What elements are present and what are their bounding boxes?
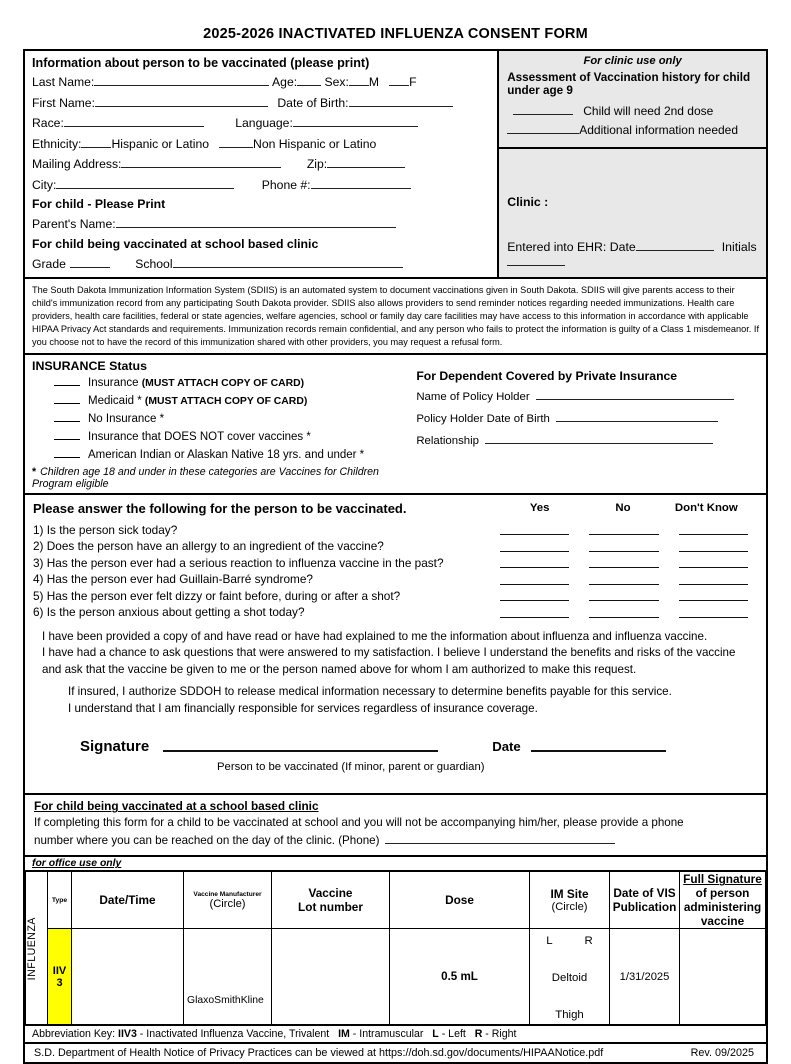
phone-input[interactable]: [311, 177, 411, 189]
field-row-ethnicity: [32, 136, 491, 151]
footnote-text: Children age 18 and under in these categories are Vaccines for Children Program eligible: [32, 465, 379, 490]
answer-blank-yes[interactable]: [500, 566, 569, 568]
datetime-cell[interactable]: [72, 929, 184, 1025]
header-manufacturer-text: Vaccine Manufacturer: [193, 890, 262, 898]
insurance-status-panel: [25, 355, 410, 493]
answer-blank-no[interactable]: [589, 550, 658, 552]
column-header-yes: Yes: [529, 501, 550, 514]
field-row-first-name: [32, 95, 491, 110]
insurance-option-checkbox[interactable]: [54, 412, 80, 422]
second-dose-row: [507, 103, 758, 118]
site-cell[interactable]: [530, 929, 610, 1025]
field-row-race: [32, 115, 491, 130]
question-row: [33, 522, 758, 539]
sdiis-notice-section: [23, 279, 768, 355]
header-vaccine-lot: [272, 872, 390, 929]
consent-line-4: If insured, I authorize SDDOH to release medical information necessary to determine benefits payable for this service.: [68, 685, 672, 699]
signature-caption: Person to be vaccinated (If minor, parent or guardian): [217, 760, 485, 773]
answer-blank-dont-know[interactable]: [679, 599, 748, 601]
second-dose-label: Child will need 2nd dose: [583, 104, 714, 118]
type-iiv: IIV: [52, 964, 67, 977]
insurance-option-label: Insurance that DOES NOT cover vaccines *: [88, 430, 311, 443]
administrator-signature-cell[interactable]: [680, 929, 766, 1025]
answer-blanks: [490, 550, 758, 555]
first-name-label: First Name:: [32, 95, 95, 110]
header-datetime: [72, 872, 184, 929]
additional-info-checkbox[interactable]: [507, 122, 579, 134]
dob-label: Date of Birth:: [277, 95, 349, 110]
last-name-label: Last Name:: [32, 75, 95, 89]
policy-holder-row: [416, 388, 758, 403]
abbrev-im-term: IM: [338, 1028, 350, 1041]
vaccination-history-assessment: [499, 51, 766, 149]
consent-line-1: I have been provided a copy of and have read or have had explained to me the information about influenza and influenza vaccine.: [42, 629, 708, 643]
insurance-option-label: Insurance: [88, 376, 142, 389]
zip-input[interactable]: [327, 156, 405, 168]
question-row: [33, 538, 758, 555]
ehr-entry-row: [507, 239, 758, 269]
race-input[interactable]: [64, 115, 204, 127]
ehr-date-input[interactable]: [636, 239, 714, 251]
consent-line-2: I have had a chance to ask questions that were answered to my satisfaction. I believe I understand the benefits and risks of the vaccine: [42, 646, 736, 660]
person-and-clinic-section: [23, 49, 768, 279]
insurance-option[interactable]: [32, 376, 404, 389]
clinic-name-label: Clinic :: [507, 195, 549, 209]
answer-blank-no[interactable]: [589, 566, 658, 568]
sex-female-label: F: [409, 75, 417, 89]
site-thigh-option[interactable]: Thigh: [555, 1009, 584, 1022]
additional-info-label: Additional information needed: [579, 123, 739, 137]
for-child-heading: For child - Please Print: [32, 197, 166, 211]
form-body: [23, 49, 768, 1064]
question-text: 2) Does the person have an allergy to an ingredient of the vaccine?: [33, 539, 384, 554]
school-based-clinic-section: [23, 795, 768, 857]
abbrev-l-def: - Left: [438, 1028, 466, 1041]
for-office-use-only-label: for office use only: [25, 857, 766, 871]
header-manufacturer: [184, 872, 272, 929]
signature-input[interactable]: [163, 749, 438, 752]
answer-blanks: [490, 566, 758, 571]
insurance-option[interactable]: [32, 430, 404, 443]
insurance-option-label: No Insurance *: [88, 412, 165, 425]
answer-blank-dont-know[interactable]: [679, 550, 748, 552]
school-clinic-line-2-row: [34, 832, 758, 850]
phone-label: Phone #:: [261, 177, 311, 192]
header-dose-text: Dose: [445, 893, 474, 908]
sdiis-paragraph: The South Dakota Immunization Information System (SDIIS) is an automated system to document vaccinations given in South Dakota. SDIIS will give parents access to their child's immunization record from any participating South Dakota provider. SDIIS also allows providers to send reminder notices regarding needed immunizations. Health care providers, health care facilities, federal or state agencies, welfare agencies, school or family day care facilities may have access to this information in accordance with applicable HIPAA Privacy Act standards and requirements. Immunization records remain confidential, and any person who fails to protect the information is guilty of a Class 1 misdemeanor. If you choose not to have the record of this immunization shared with other providers, you may request a refusal form.: [32, 284, 760, 347]
header-type: Type: [48, 872, 72, 929]
header-dose: [390, 872, 530, 929]
answer-blank-dont-know[interactable]: [679, 583, 748, 585]
field-row-parent-name: [32, 216, 491, 231]
policy-holder-input[interactable]: [536, 388, 734, 400]
site-right-option[interactable]: R: [584, 935, 593, 948]
footnote-asterisk: *: [32, 465, 37, 478]
insurance-option-checkbox[interactable]: [54, 430, 80, 440]
column-header-no: No: [615, 501, 631, 514]
lot-number-cell[interactable]: [272, 929, 390, 1025]
ehr-initials-input[interactable]: [507, 254, 565, 266]
page-footer: [23, 1044, 768, 1064]
vaccine-group-cell: [26, 872, 48, 1025]
answer-blank-no[interactable]: [589, 599, 658, 601]
abbrev-key-label: Abbreviation Key:: [32, 1028, 116, 1041]
answer-blank-yes[interactable]: [500, 550, 569, 552]
answer-blank-no[interactable]: [589, 533, 658, 535]
answer-blanks: [490, 599, 758, 604]
question-row: [33, 571, 758, 588]
race-label: Race:: [32, 116, 64, 130]
consent-statement: [33, 621, 758, 786]
second-dose-checkbox[interactable]: [513, 103, 573, 115]
age-input[interactable]: [297, 74, 321, 86]
relationship-input[interactable]: [485, 432, 713, 444]
school-clinic-title: For child being vaccinated at a school based clinic: [34, 799, 319, 814]
vis-date-value: 1/31/2025: [619, 970, 670, 983]
column-header-dont-know: Don't Know: [674, 501, 738, 514]
insurance-option-note: (MUST ATTACH COPY OF CARD): [144, 395, 308, 407]
answer-blank-yes[interactable]: [500, 616, 569, 618]
abbrev-r-term: R: [474, 1028, 483, 1041]
question-row: [33, 588, 758, 605]
insurance-option-note: (MUST ATTACH COPY OF CARD): [141, 377, 305, 389]
type-cell-iiv3[interactable]: [48, 929, 72, 1025]
question-text: 5) Has the person ever felt dizzy or faint before, during or after a shot?: [33, 588, 401, 603]
ehr-date-label: Entered into EHR: Date: [507, 239, 636, 254]
field-row-grade-school: [32, 256, 491, 271]
insurance-footnote: [32, 466, 404, 490]
header-vis: [610, 872, 680, 929]
answer-blank-dont-know[interactable]: [679, 616, 748, 618]
site-left-option[interactable]: L: [546, 935, 553, 948]
relationship-row: [416, 432, 758, 447]
abbrev-im-def: - Intramuscular: [349, 1028, 424, 1041]
signature-row: [42, 739, 750, 756]
dependent-insurance-title: For Dependent Covered by Private Insurance: [416, 368, 678, 383]
vis-date-cell[interactable]: [610, 929, 680, 1025]
date-label: Date: [492, 739, 521, 755]
answer-blank-yes[interactable]: [500, 533, 569, 535]
table-header-row: [26, 872, 766, 929]
influenza-row-label: INFLUENZA: [26, 916, 38, 981]
answer-blanks: [490, 616, 758, 621]
field-row-city: [32, 177, 491, 192]
answer-blank-dont-know[interactable]: [679, 533, 748, 535]
sex-male-checkbox[interactable]: [349, 74, 369, 86]
dose-value: 0.5 mL: [441, 970, 478, 984]
screening-questions-section: [23, 495, 768, 796]
insurance-option[interactable]: [32, 394, 404, 407]
insurance-option-label: American Indian or Alaskan Native 18 yrs. and under *: [88, 448, 365, 461]
additional-info-row: [507, 122, 758, 137]
insurance-section: [23, 355, 768, 495]
sex-label: Sex:: [324, 75, 349, 89]
answer-blank-yes[interactable]: [500, 583, 569, 585]
header-vaccine-text: Vaccine: [308, 886, 353, 901]
policy-holder-label: Name of Policy Holder: [416, 390, 530, 403]
site-options: [530, 929, 609, 1024]
header-site-sub: (Circle): [551, 901, 588, 914]
privacy-notice-text: S.D. Department of Health Notice of Privacy Practices can be viewed at https://doh.sd.gov/documents/HIPAANotice.pdf: [34, 1047, 604, 1060]
date-input[interactable]: [531, 749, 666, 752]
zip-label: Zip:: [306, 157, 328, 171]
answer-column-headers: [498, 502, 748, 514]
office-use-section: [23, 857, 768, 1044]
table-data-row: [26, 929, 766, 1025]
abbrev-r-def: - Right: [482, 1028, 517, 1041]
dependent-insurance-panel: [410, 355, 766, 493]
site-lr-row: [530, 935, 609, 947]
header-manufacturer-sub: (Circle): [209, 897, 246, 910]
insurance-option-label: Medicaid *: [88, 394, 145, 407]
site-deltoid-option[interactable]: Deltoid: [551, 972, 588, 985]
language-input[interactable]: [293, 115, 418, 127]
header-datetime-text: Date/Time: [99, 893, 156, 908]
parent-name-input[interactable]: [116, 216, 396, 228]
question-row: [33, 555, 758, 572]
assessment-heading: Assessment of Vaccination history for child under age 9: [507, 71, 751, 97]
insurance-option-checkbox[interactable]: [54, 448, 80, 458]
age-label: Age:: [272, 75, 298, 89]
for-clinic-use-only-label: For clinic use only: [583, 55, 682, 67]
policy-holder-dob-row: [416, 410, 758, 425]
policy-holder-dob-label: Policy Holder Date of Birth: [416, 412, 550, 425]
answer-blank-dont-know[interactable]: [679, 566, 748, 568]
question-text: 3) Has the person ever had a serious reaction to influenza vaccine in the past?: [33, 555, 444, 570]
person-info-panel: [25, 51, 499, 277]
relationship-label: Relationship: [416, 434, 479, 447]
question-text: 6) Is the person anxious about getting a shot today?: [33, 605, 305, 620]
abbrev-iiv3-term: IIV3: [118, 1028, 137, 1041]
abbreviation-key: [25, 1025, 766, 1042]
manufacturer-value: GlaxoSmithKline: [187, 995, 264, 1007]
field-row-address: [32, 156, 491, 171]
ehr-initials-label: Initials: [721, 239, 757, 254]
school-clinic-line-2: number where you can be reached on the day of the clinic. (Phone): [34, 833, 380, 847]
ethnicity-non-hispanic-checkbox[interactable]: [219, 136, 253, 148]
insurance-option[interactable]: [32, 448, 404, 461]
insurance-option[interactable]: [32, 412, 404, 425]
city-input[interactable]: [56, 177, 234, 189]
header-signature: [680, 872, 766, 929]
header-signature-rest: of person: [695, 886, 750, 901]
question-row: [33, 604, 758, 621]
insurance-status-title: INSURANCE Status: [32, 358, 147, 373]
school-clinic-line-1: If completing this form for a child to be vaccinated at school and you will not be accompanying him/her, please provide a phone: [34, 816, 684, 830]
abbrev-l-term: L: [432, 1028, 439, 1041]
answer-blanks: [490, 533, 758, 538]
insurance-option-checkbox[interactable]: [54, 376, 80, 386]
sex-female-checkbox[interactable]: [389, 74, 409, 86]
type-3: 3: [56, 976, 63, 989]
city-label: City:: [32, 177, 57, 192]
questions-title: Please answer the following for the person to be vaccinated.: [33, 500, 407, 516]
ethnicity-hispanic-label: Hispanic or Latino: [111, 136, 210, 151]
policy-holder-dob-input[interactable]: [556, 410, 718, 422]
parent-name-label: Parent's Name:: [32, 217, 116, 231]
consent-line-5: I understand that I am financially responsible for services regardless of insurance coverage.: [68, 701, 538, 715]
first-name-input[interactable]: [95, 95, 268, 107]
dob-input[interactable]: [349, 95, 453, 107]
answer-blank-yes[interactable]: [500, 599, 569, 601]
administration-table: [25, 871, 766, 1025]
clinic-use-panel: [499, 51, 766, 277]
header-vis-sub: Publication: [612, 900, 677, 915]
mailing-address-input[interactable]: [121, 156, 281, 168]
answer-blanks: [490, 583, 758, 588]
person-info-heading: Information about person to be vaccinated (please print): [32, 56, 370, 70]
language-label: Language:: [235, 116, 293, 130]
signature-label: Signature: [80, 738, 150, 756]
field-row-last-name: [32, 74, 491, 89]
clinic-entry-panel: [499, 149, 766, 277]
school-input[interactable]: [173, 256, 403, 268]
manufacturer-cell[interactable]: [184, 929, 272, 1025]
header-vaccine-sub: Lot number: [298, 900, 363, 915]
header-vis-text: Date of VIS: [613, 886, 676, 901]
last-name-input[interactable]: [94, 74, 269, 86]
ethnicity-label: Ethnicity:: [32, 136, 82, 151]
dose-cell[interactable]: [390, 929, 530, 1025]
header-site-text: IM Site: [550, 887, 589, 902]
revision-text: Rev. 09/2025: [690, 1047, 754, 1060]
school-label: School: [135, 256, 173, 271]
school-clinic-child-heading: For child being vaccinated at school based clinic: [32, 236, 319, 251]
answer-blank-no[interactable]: [589, 583, 658, 585]
insurance-option-checkbox[interactable]: [54, 394, 80, 404]
sex-male-label: M: [368, 75, 380, 89]
consent-line-3: and ask that the vaccine be given to me or the person named above for whom I am authorized to make this request.: [42, 662, 637, 676]
ethnicity-non-hispanic-label: Non Hispanic or Latino: [253, 136, 377, 151]
ethnicity-hispanic-checkbox[interactable]: [81, 136, 111, 148]
school-clinic-phone-input[interactable]: [385, 832, 615, 844]
header-signature-line2: administering vaccine: [683, 900, 762, 929]
question-text: 4) Has the person ever had Guillain-Barré syndrome?: [33, 572, 313, 587]
grade-label: Grade: [32, 256, 66, 271]
grade-input[interactable]: [70, 256, 110, 268]
question-text: 1) Is the person sick today?: [33, 522, 178, 537]
page-title: 2025-2026 INACTIVATED INFLUENZA CONSENT FORM: [203, 26, 588, 42]
answer-blank-no[interactable]: [589, 616, 658, 618]
mailing-address-label: Mailing Address:: [32, 157, 122, 171]
header-signature-underlined: Full Signature: [683, 872, 762, 887]
abbrev-iiv3-def: - Inactivated Influenza Vaccine, Trivalent: [136, 1028, 330, 1041]
header-site: [530, 872, 610, 929]
